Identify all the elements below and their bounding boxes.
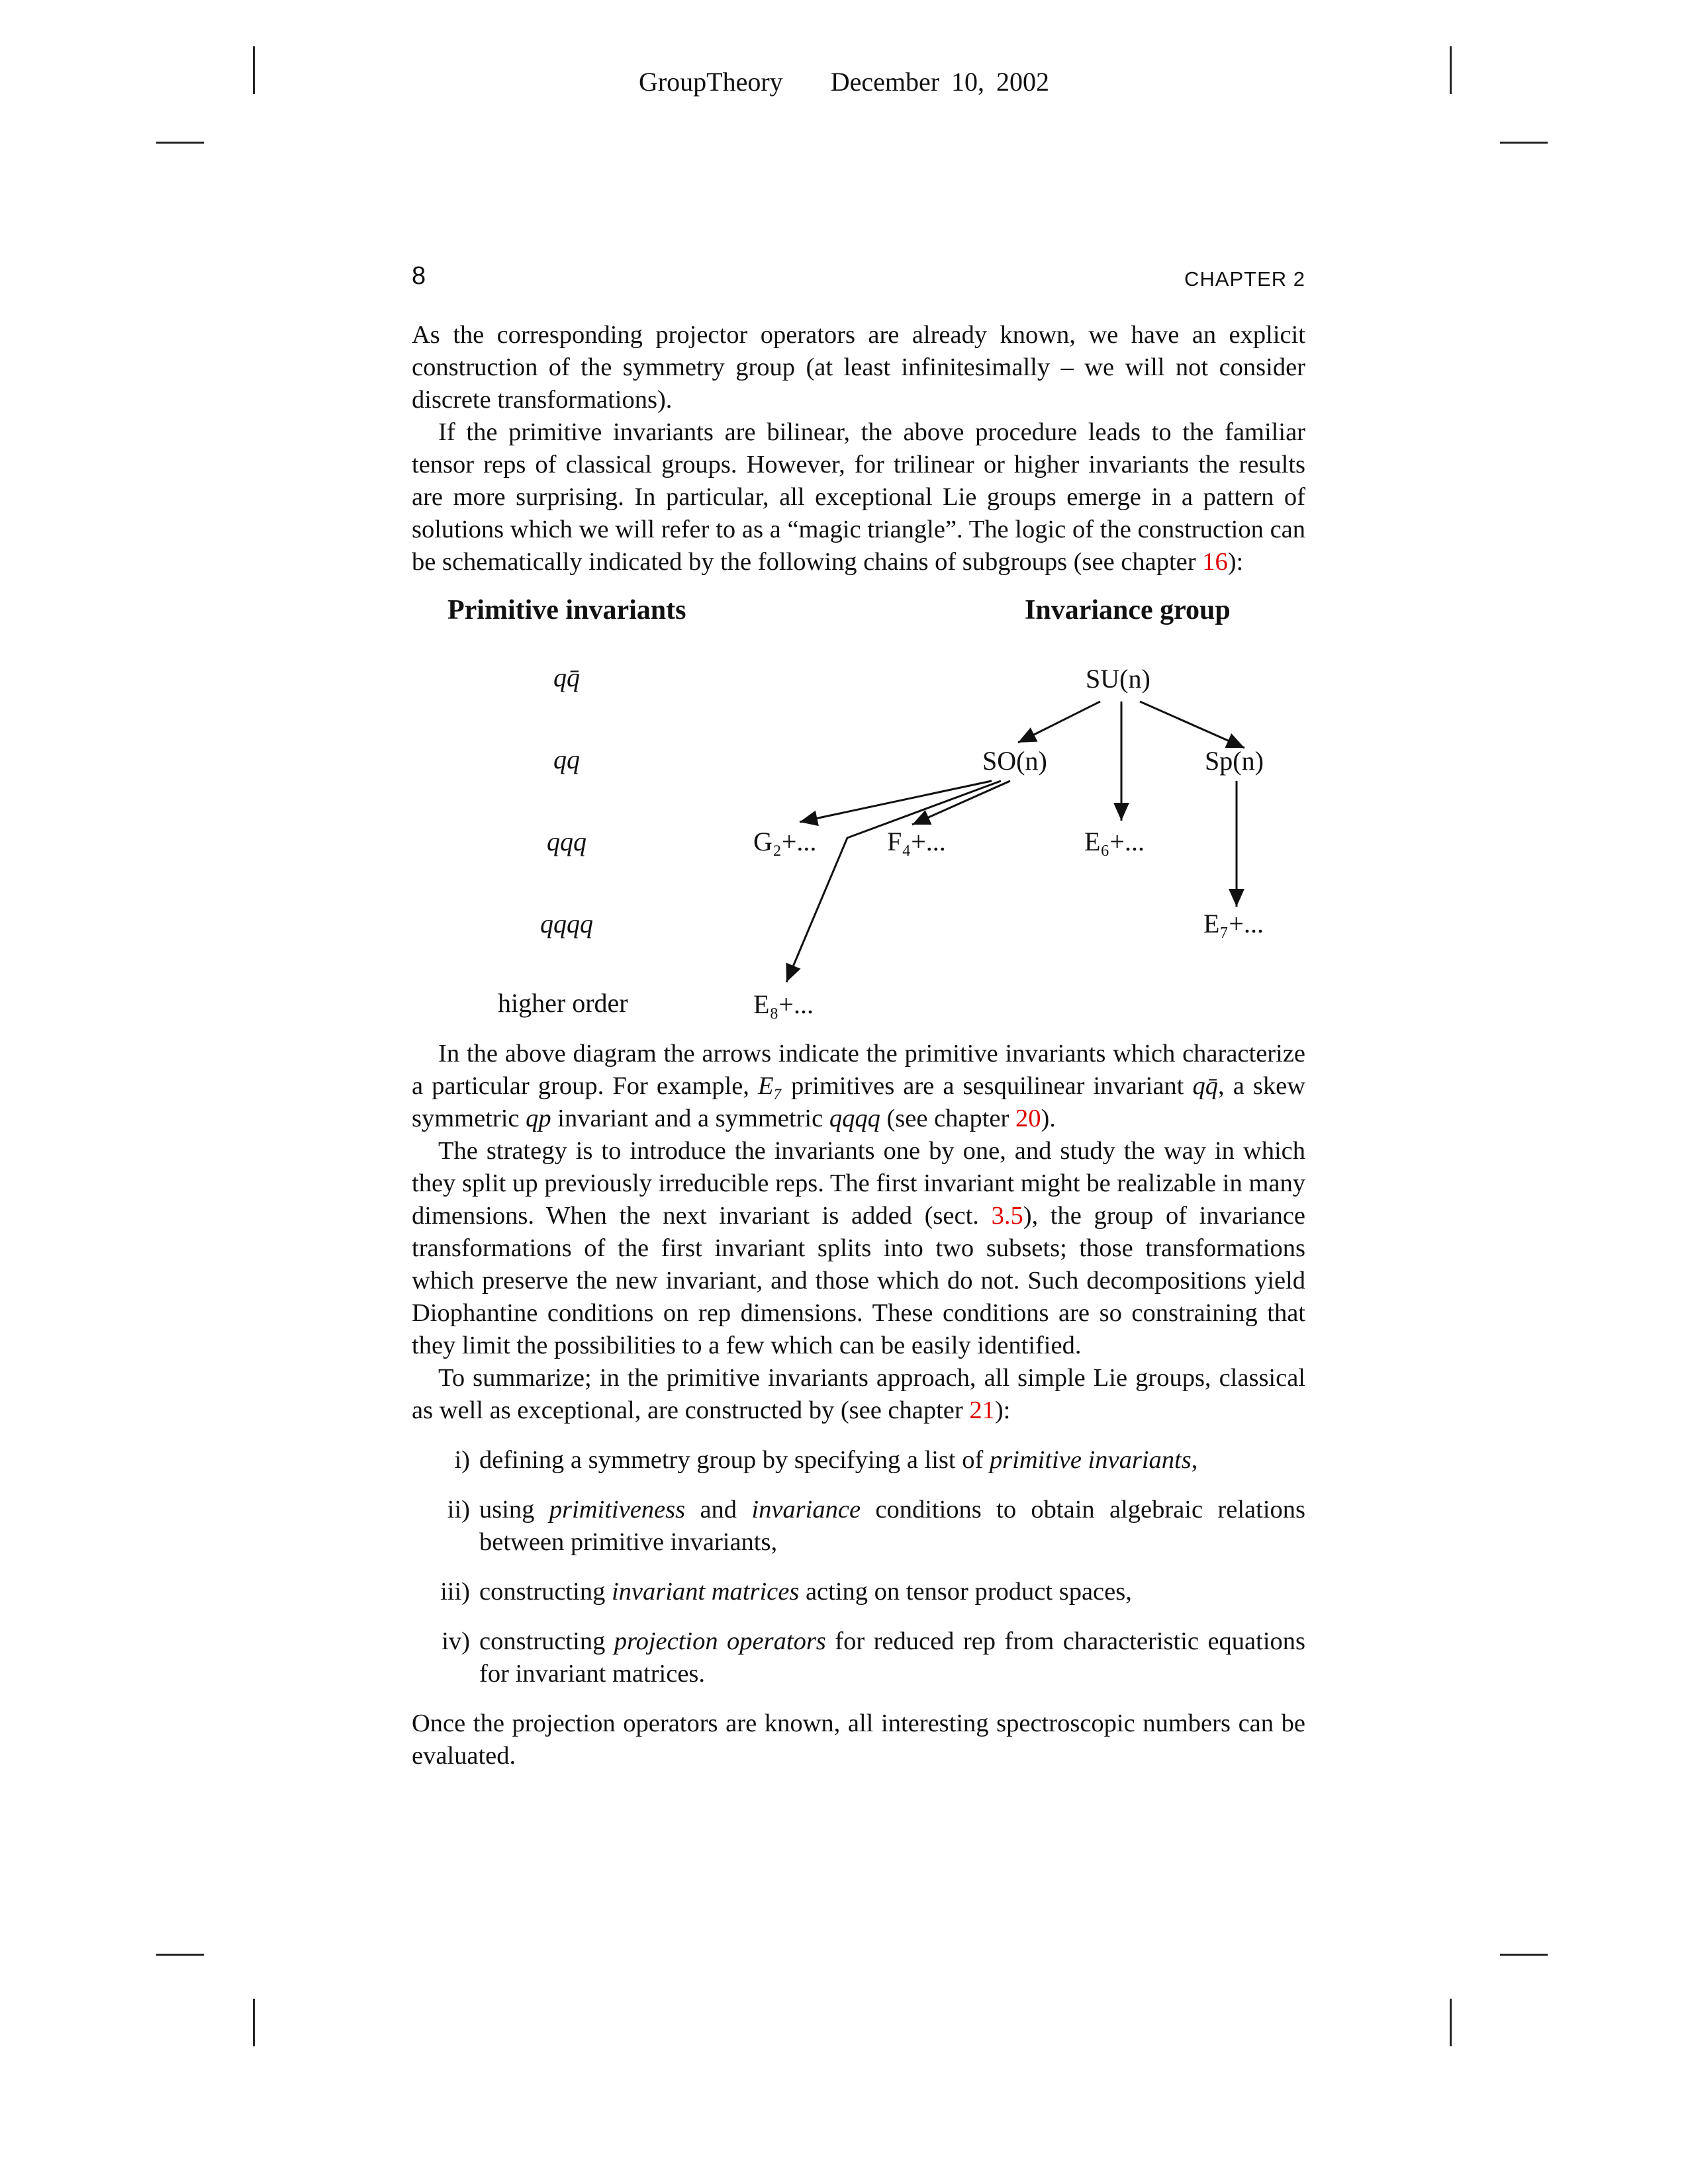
list-item-emphasis: primitiveness — [549, 1496, 686, 1524]
p4-text-b: ), the group of invariance transformations of the first invariant splits into two subsets; those transformations which preserve the new invariant, and those which do not. Such decompositions yield Diophantine conditions on rep dimensions. These conditions are so constraining that they limit the possibilities to a few which can be easily identified. — [412, 1202, 1305, 1359]
group-e8: E₈+... — [753, 989, 814, 1019]
row-label-qqqq: qqqq — [540, 909, 593, 938]
list-item-number: i) — [454, 1446, 470, 1474]
list-item-emphasis: invariance — [751, 1496, 861, 1524]
paragraph-4 — [412, 1135, 1305, 1362]
list-item-text: defining a symmetry group by specifying a list of — [479, 1446, 990, 1474]
arrow-su-to-sp — [1140, 702, 1244, 748]
list-item-number: ii) — [447, 1496, 470, 1524]
header-invariance-group: Invariance group — [1025, 595, 1231, 625]
group-sp-n: Sp(n) — [1205, 746, 1264, 776]
row-label-higher-order: higher order — [498, 988, 628, 1018]
chapter-21-link[interactable]: 21 — [969, 1396, 995, 1424]
paragraph-1: As the corresponding projector operators are already known, we have an explicit construction of the symmetry group (at least infinitesimally – we will not consider discrete transformations). — [412, 321, 1305, 414]
list-item — [412, 1444, 1305, 1477]
p3-text-e: (see chapter — [880, 1105, 1015, 1132]
header-primitive-invariants: Primitive invariants — [447, 595, 686, 625]
group-g2: G₂+... — [753, 827, 817, 856]
list-item-emphasis: primitive invariants — [989, 1446, 1192, 1474]
list-item-text: constructing — [479, 1578, 612, 1606]
arrow-so-to-e8 — [786, 781, 1001, 982]
section-3-5-link[interactable]: 3.5 — [991, 1202, 1023, 1230]
row-label-qq: qq — [553, 745, 580, 774]
math-qp: qp — [526, 1105, 551, 1132]
p3-text-c: , a skew symmetric — [412, 1072, 1306, 1132]
math-e7: E₇ — [758, 1072, 782, 1100]
group-e7: E₇+... — [1203, 909, 1264, 938]
arrow-su-to-so — [1018, 702, 1100, 743]
group-e6: E₆+... — [1084, 827, 1145, 856]
closing-paragraph: Once the projection operators are known, all interesting spectroscopic numbers can be evaluated. — [412, 1709, 1305, 1770]
math-qqbar: qq̄ — [1192, 1072, 1218, 1100]
group-so-n: SO(n) — [982, 746, 1047, 776]
chapter-label: CHAPTER 2 — [1184, 267, 1305, 291]
list-item-text: for reduced rep from characteristic equations for invariant matrices. — [479, 1627, 1305, 1688]
list-item-text: and — [685, 1496, 752, 1524]
p5-text-b: ): — [994, 1396, 1011, 1424]
list-item — [412, 1576, 1305, 1608]
p3-text-f: ). — [1041, 1105, 1056, 1132]
body-text — [412, 1038, 1305, 1772]
list-item-text: acting on tensor product spaces, — [799, 1578, 1132, 1606]
row-label-qqq: qqq — [547, 827, 586, 856]
p4-text-a: The strategy is to introduce the invariants one by one, and study the way in which they split up previously irreducible reps. The first invariant might be realizable in many dimensions. When the next invariant is added (sect. — [412, 1137, 1305, 1230]
construction-steps-list — [412, 1444, 1305, 1690]
list-item-text: conditions to obtain algebraic relations between primitive invariants, — [479, 1496, 1305, 1556]
chapter-20-link[interactable]: 20 — [1015, 1105, 1041, 1132]
paragraph-5 — [412, 1362, 1305, 1427]
p3-text-b: primitives are a sesquilinear invariant — [782, 1072, 1193, 1100]
group-su-n: SU(n) — [1086, 664, 1150, 694]
group-f4: F₄+... — [887, 827, 946, 856]
p3-text-a: In the above diagram the arrows indicate the primitive invariants which characterize a particular group. For example, — [412, 1040, 1305, 1100]
list-item — [412, 1494, 1305, 1559]
list-item-emphasis: projection operators — [614, 1627, 826, 1655]
running-head-title: GroupTheory — [638, 67, 783, 97]
math-qqqq: qqqq — [829, 1105, 880, 1132]
paragraph-3 — [412, 1038, 1305, 1135]
paragraph-2-end: ): — [1227, 548, 1244, 576]
chapter-16-link[interactable]: 16 — [1202, 548, 1228, 576]
list-item — [412, 1625, 1305, 1690]
list-item-number: iv) — [442, 1627, 470, 1655]
list-item-number: iii) — [440, 1578, 470, 1606]
list-item-text: , — [1191, 1446, 1198, 1474]
p3-text-d: invariant and a symmetric — [551, 1105, 829, 1132]
page-number: 8 — [412, 262, 426, 290]
row-label-qqbar: qq̄ — [553, 662, 580, 692]
list-item-emphasis: invariant matrices — [611, 1578, 800, 1606]
list-item-text: constructing — [479, 1627, 614, 1655]
list-item-text: using — [479, 1496, 549, 1524]
p5-text-a: To summarize; in the primitive invariants approach, all simple Lie groups, classical as well as exceptional, are constructed by (see chapter — [412, 1364, 1305, 1424]
paragraph-2-text: If the primitive invariants are bilinear, the above procedure leads to the familiar tensor reps of classical groups. However, for trilinear or higher invariants the results are more surprising. In particular, all exceptional Lie groups emerge in a pattern of solutions which we will refer to as a “magic triangle”. The logic of the construction can be schematically indicated by the following chains of subgroups (see chapter — [412, 418, 1305, 576]
running-head-date: December 10, 2002 — [830, 67, 1050, 97]
